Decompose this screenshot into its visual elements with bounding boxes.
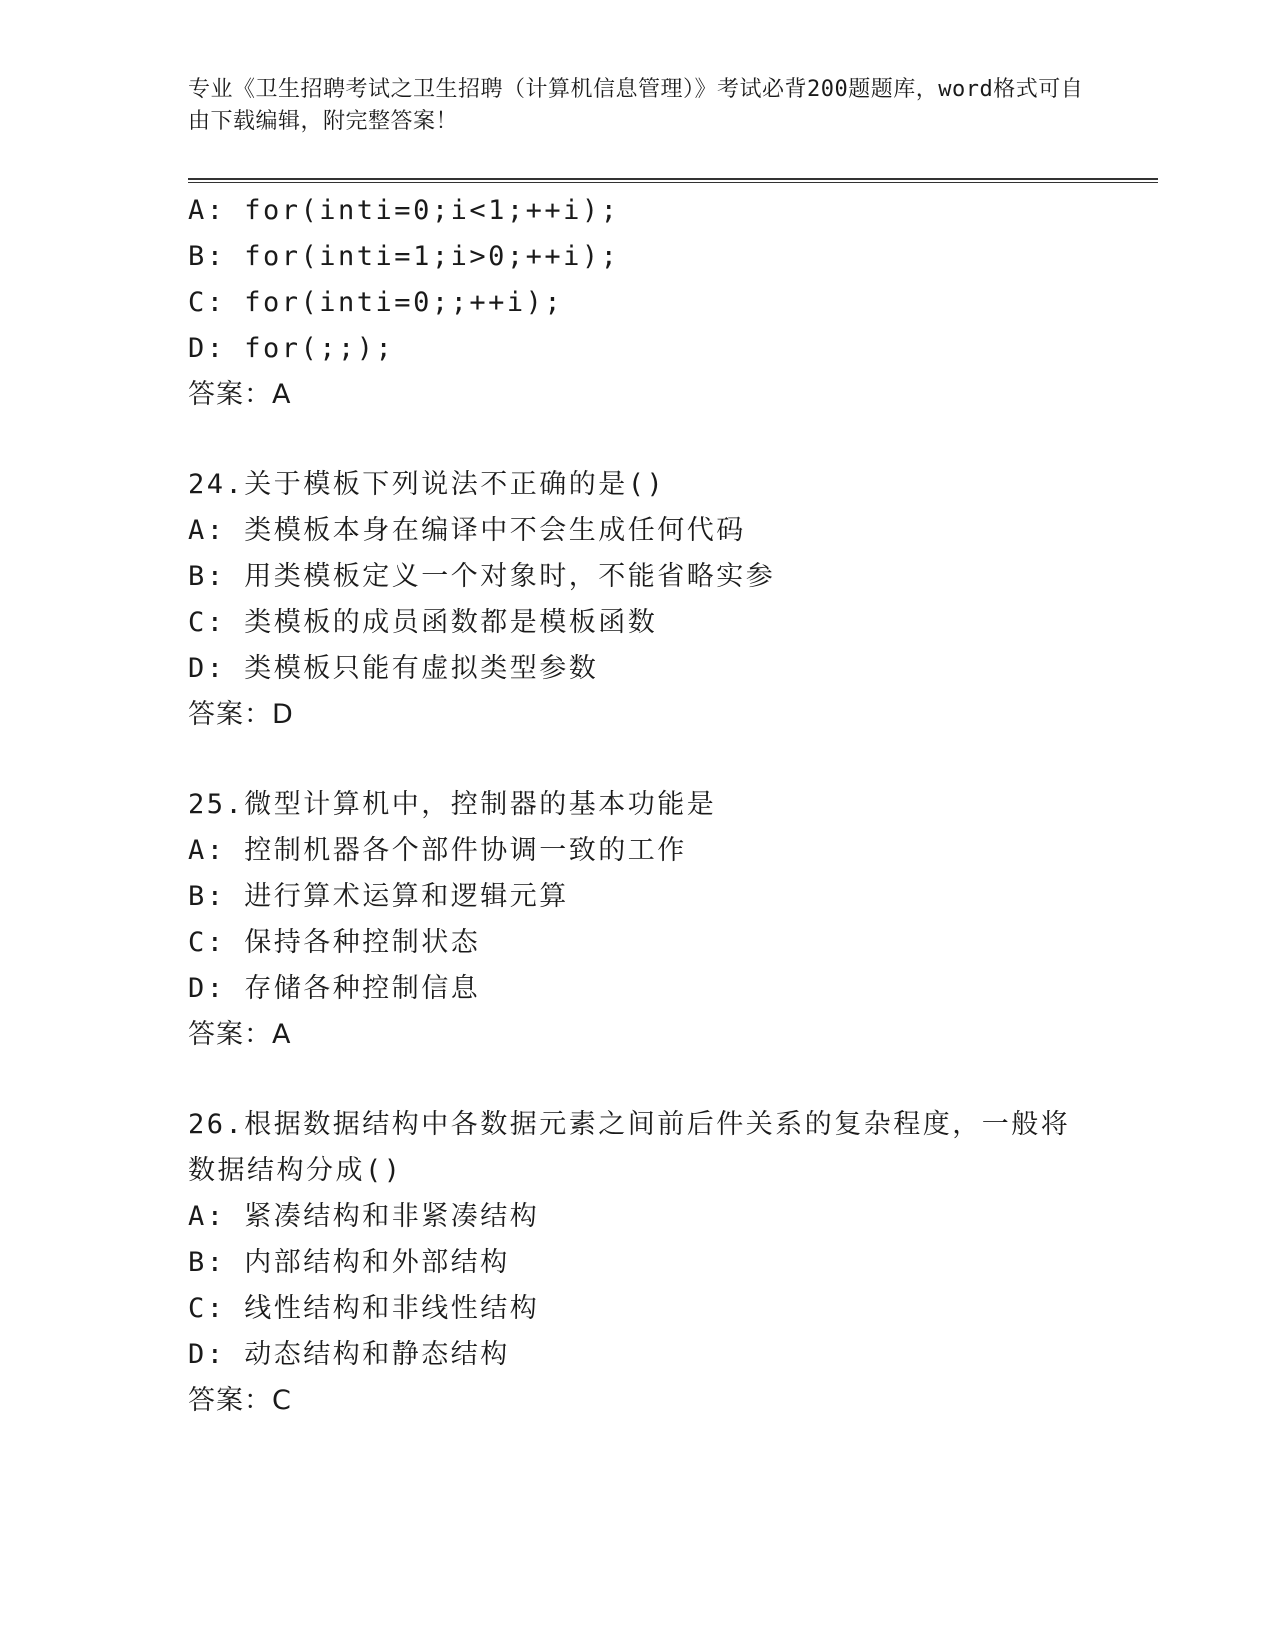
question-block-23 xyxy=(188,188,1088,418)
option-a: A: 控制机器各个部件协调一致的工作 xyxy=(188,835,687,866)
option-b: B: for(inti=1;i>0;++i); xyxy=(188,241,620,272)
option-d: D: 存储各种控制信息 xyxy=(188,973,481,1004)
page-header: 专业《卫生招聘考试之卫生招聘（计算机信息管理）》考试必背200题题库，word格式可自由下载编辑，附完整答案！ xyxy=(188,77,1084,134)
answer: 答案：C xyxy=(188,1385,292,1416)
question-block-26 xyxy=(188,1102,1088,1424)
option-c: C: 类模板的成员函数都是模板函数 xyxy=(188,607,658,638)
question-title: 25.微型计算机中，控制器的基本功能是 xyxy=(188,789,717,820)
option-b: B: 内部结构和外部结构 xyxy=(188,1247,510,1278)
option-a: A: for(inti=0;i<1;++i); xyxy=(188,195,620,226)
answer: 答案：D xyxy=(188,699,294,730)
header-divider xyxy=(188,178,1158,183)
question-block-25 xyxy=(188,782,1088,1058)
option-d: D: 类模板只能有虚拟类型参数 xyxy=(188,653,599,684)
option-a: A: 类模板本身在编译中不会生成任何代码 xyxy=(188,515,746,546)
option-d: D: 动态结构和静态结构 xyxy=(188,1339,510,1370)
option-c: C: 保持各种控制状态 xyxy=(188,927,481,958)
option-a: A: 紧凑结构和非紧凑结构 xyxy=(188,1201,540,1232)
option-d: D: for(;;); xyxy=(188,333,395,364)
question-title: 26.根据数据结构中各数据元素之间前后件关系的复杂程度，一般将数据结构分成() xyxy=(188,1109,1071,1186)
option-b: B: 用类模板定义一个对象时，不能省略实参 xyxy=(188,561,776,592)
answer: 答案：A xyxy=(188,1019,292,1050)
question-title: 24.关于模板下列说法不正确的是() xyxy=(188,469,666,500)
option-b: B: 进行算术运算和逻辑元算 xyxy=(188,881,569,912)
option-c: C: for(inti=0;;++i); xyxy=(188,287,564,318)
option-c: C: 线性结构和非线性结构 xyxy=(188,1293,540,1324)
answer: 答案：A xyxy=(188,379,292,410)
document-body xyxy=(188,188,1088,1424)
question-block-24 xyxy=(188,462,1088,738)
